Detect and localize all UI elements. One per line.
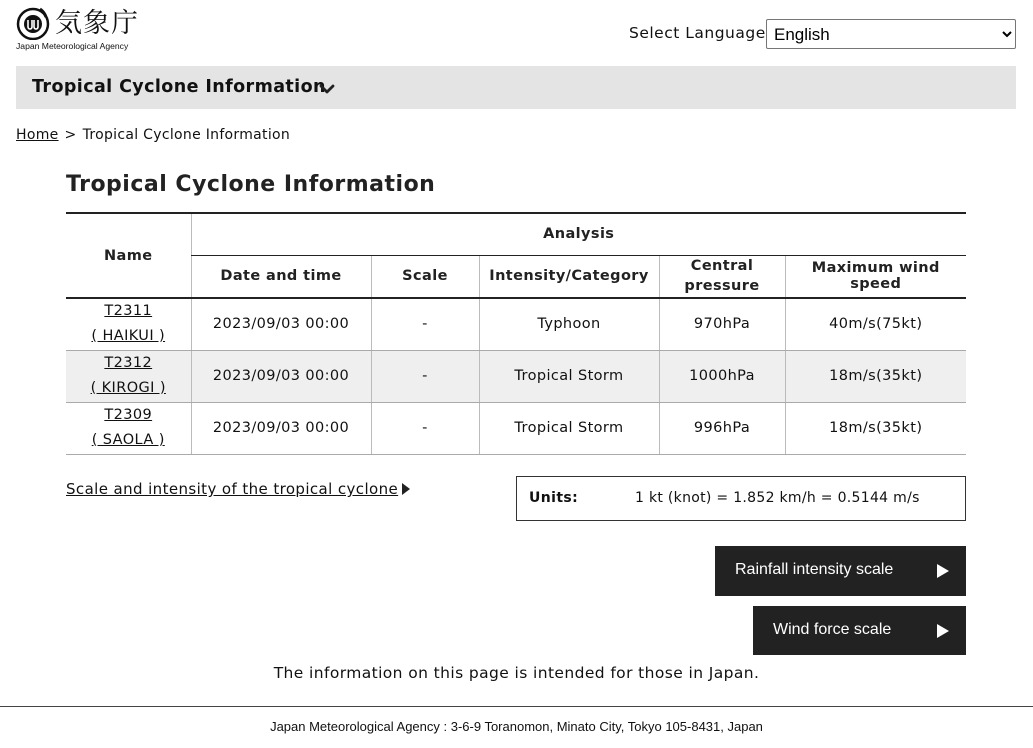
units-value: 1 kt (knot) = 1.852 km/h = 0.5144 m/s [635,490,920,506]
menu-bar[interactable] [16,66,1016,109]
header-pressure-line1: Central [690,258,754,275]
cyclone-name-cell [66,298,191,350]
language-select[interactable] [766,19,1016,49]
header-intensity: Intensity/Category [479,255,659,298]
cyclone-id-link[interactable]: T2309 [104,407,153,423]
intensity-cell: Typhoon [479,298,659,350]
wind-button-label: Wind force scale [773,621,892,638]
scale-intensity-link-wrap [66,480,398,498]
footer-divider [0,706,1033,707]
breadcrumb [16,127,290,143]
cyclone-name-cell [66,350,191,402]
triangle-right-icon[interactable] [401,483,411,495]
header-date-time: Date and time [191,255,371,298]
intensity-cell: Tropical Storm [479,350,659,402]
pressure-cell: 1000hPa [659,350,785,402]
cyclone-name-link[interactable]: ( HAIKUI ) [91,328,166,345]
chevron-down-icon[interactable] [318,80,336,98]
pressure-cell: 970hPa [659,298,785,350]
table-row [66,298,966,350]
scale-cell: - [371,350,479,402]
cyclone-id-link[interactable]: T2312 [104,355,153,371]
table-row [66,350,966,402]
play-triangle-icon [936,623,950,639]
pressure-cell: 996hPa [659,402,785,454]
table-row [66,402,966,454]
cyclone-table [66,212,966,455]
cyclone-name-cell [66,402,191,454]
header-analysis: Analysis [191,213,966,255]
breadcrumb-separator: > [64,127,77,143]
cyclone-name-link[interactable]: ( SAOLA ) [91,432,165,448]
datetime-cell: 2023/09/03 00:00 [191,350,371,402]
wind-force-scale-button[interactable] [753,606,966,655]
logo-english-text: Japan Meteorological Agency [16,41,129,51]
units-label: Units: [529,490,579,506]
site-header [0,0,1033,60]
language-label: Select Language [629,24,766,42]
scale-cell: - [371,402,479,454]
header-name: Name [66,213,191,298]
units-box [516,476,966,521]
rainfall-intensity-scale-button[interactable] [715,546,966,596]
header-scale: Scale [371,255,479,298]
play-triangle-icon [936,563,950,579]
jma-logo[interactable] [16,6,140,54]
cyclone-id-link[interactable]: T2311 [104,303,153,320]
datetime-cell: 2023/09/03 00:00 [191,402,371,454]
cyclone-name-link[interactable]: ( KIROGI ) [90,380,166,396]
rainfall-button-label: Rainfall intensity scale [735,561,894,578]
wind-cell: 18m/s(35kt) [785,350,966,402]
scale-cell: - [371,298,479,350]
menu-title[interactable]: Tropical Cyclone Information [32,77,326,97]
japan-notice: The information on this page is intended for those in Japan. [273,664,760,682]
breadcrumb-current: Tropical Cyclone Information [82,127,291,143]
header-pressure-line2: pressure [684,278,760,295]
scale-intensity-link[interactable]: Scale and intensity of the tropical cyclone [66,480,399,498]
header-max-wind: Maximum wind speed [785,255,966,298]
jma-logo-icon [16,6,50,40]
logo-kanji: 気象庁 [55,8,139,39]
datetime-cell: 2023/09/03 00:00 [191,298,371,350]
breadcrumb-home-link[interactable]: Home [16,127,59,143]
wind-cell: 18m/s(35kt) [785,402,966,454]
header-central-pressure [659,255,785,298]
footer-address: Japan Meteorological Agency : 3-6-9 Toranomon, Minato City, Tokyo 105-8431, Japan [270,719,763,734]
wind-cell: 40m/s(75kt) [785,298,966,350]
page-title: Tropical Cyclone Information [66,172,436,197]
intensity-cell: Tropical Storm [479,402,659,454]
